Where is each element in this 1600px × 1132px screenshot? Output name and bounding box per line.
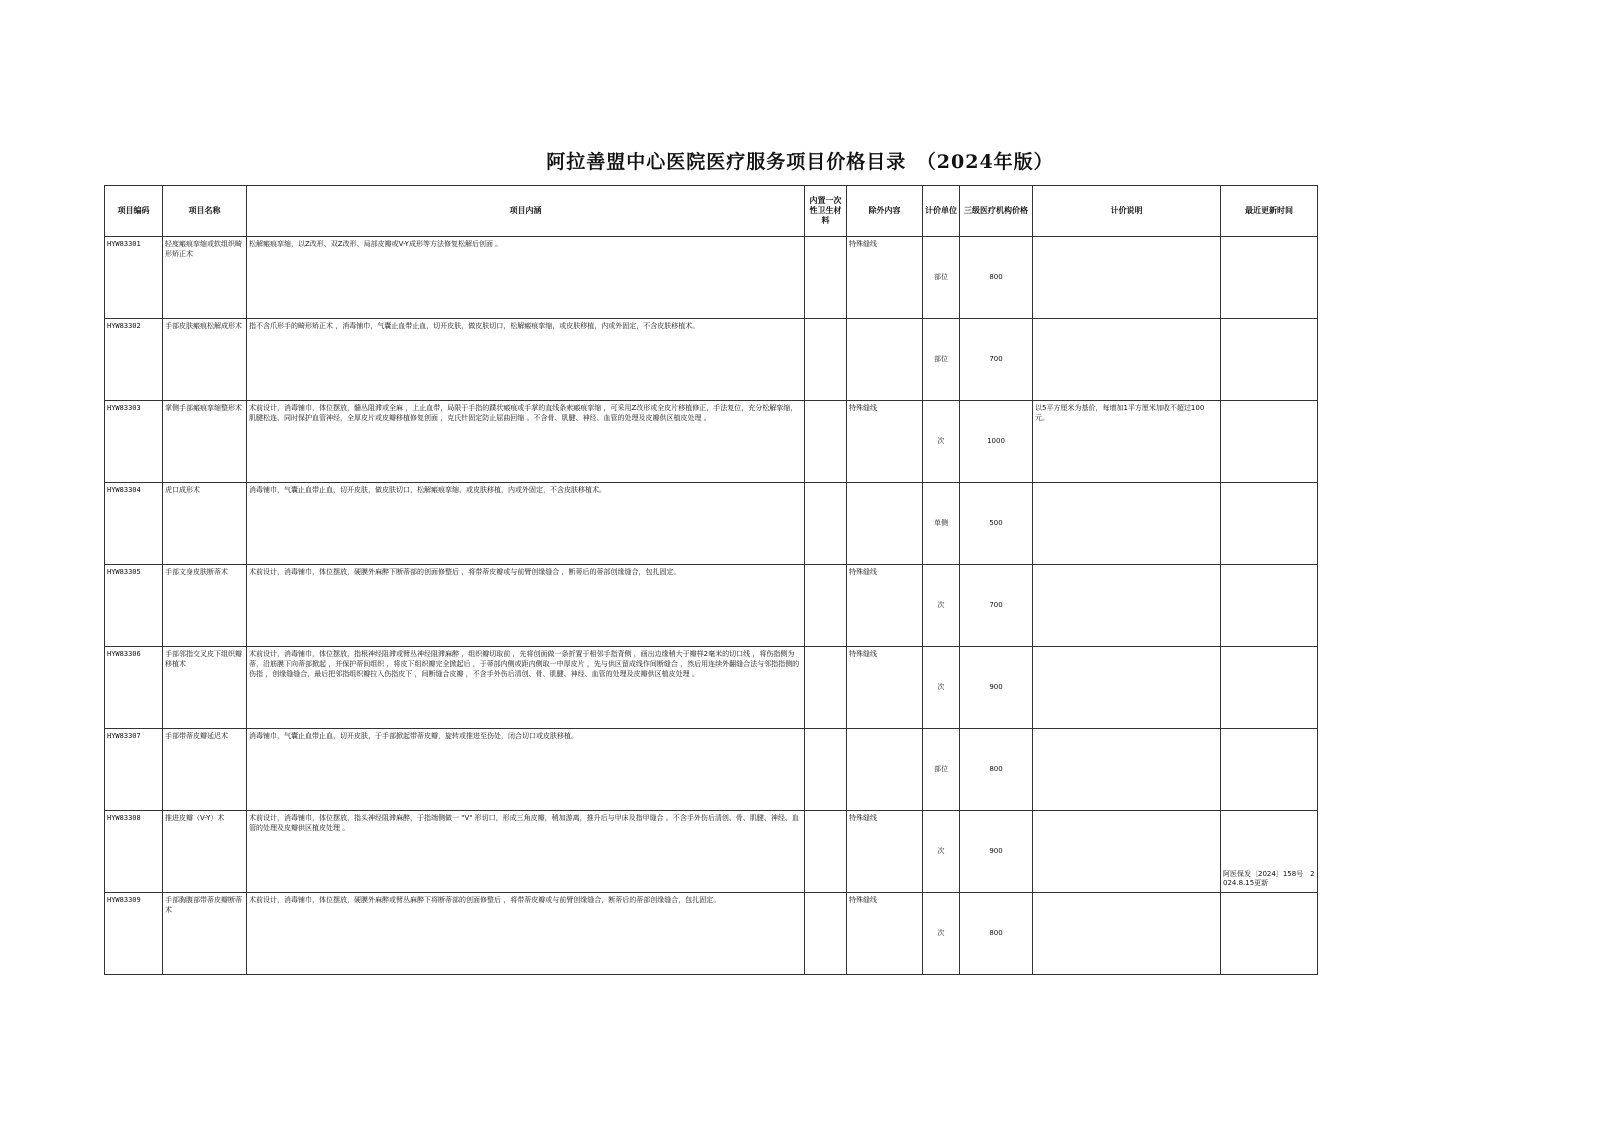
cell-material xyxy=(805,401,847,483)
cell-name: 虎口成形术 xyxy=(163,483,247,565)
cell-updated xyxy=(1221,319,1318,401)
cell-code: HYW83304 xyxy=(105,483,163,565)
cell-content: 消毒铺巾，气囊止血带止血，切开皮肤，于手部掀起带蒂皮瓣，旋转或推进至伤处，闭合切口或皮肤移植。 xyxy=(247,729,805,811)
cell-price: 700 xyxy=(960,319,1033,401)
cell-code: HYW83307 xyxy=(105,729,163,811)
cell-exclude: 特殊缝线 xyxy=(847,401,923,483)
cell-content: 术前设计，消毒铺巾，体位摆放，指根神经阻滞或臂丛神经阻滞麻醉 ，组织瓣切取前 ，先将创面做一条折置于相邻手指背侧 ，画出边缘稍大于瓣样2毫米的切口线 ，将伤指侧为蒂，沿筋膜下向蒂部掀起 ，并保护蒂间组织 ，将皮下组织瓣完全掀起后 ，于蒂部内侧或距内侧取一中厚皮片 ，先与供区留成线作间断缝合 ，然后用连续外翻缝合法与邻指指侧的伤指 ，创缘缝缝合，最后把邻指组织瓣拉入伤指皮下 ，间断缝合皮瓣 ，不含手外伤后清创、骨、肌腱、神经、血管的处理及皮瓣供区植皮处理 。 xyxy=(247,647,805,729)
cell-updated-wrap xyxy=(1221,811,1318,893)
cell-exclude: 特殊缝线 xyxy=(847,237,923,319)
cell-exclude xyxy=(847,729,923,811)
cell-unit: 部位 xyxy=(923,319,960,401)
header-exclude: 除外内容 xyxy=(847,186,923,237)
cell-updated: 阿医保发〔2024〕158号 2024.8.15更新 xyxy=(1223,869,1315,887)
cell-exclude: 特殊缝线 xyxy=(847,811,923,893)
cell-content: 松解瘢痕挛缩，以Z改形、双Z改形、局部皮瓣或V-Y成形等方法修复松解后创面 。 xyxy=(247,237,805,319)
cell-exclude xyxy=(847,319,923,401)
header-unit: 计价单位 xyxy=(923,186,960,237)
cell-note xyxy=(1033,893,1221,975)
cell-content: 指不含爪形手的畸形矫正术 ，消毒铺巾，气囊止血带止血，切开皮肤，做皮肤切口，松解瘢痕挛缩，或皮肤移植，内或外固定，不含皮肤移植术。 xyxy=(247,319,805,401)
cell-updated xyxy=(1221,483,1318,565)
cell-code: HYW83306 xyxy=(105,647,163,729)
cell-note xyxy=(1033,811,1221,893)
cell-unit: 部位 xyxy=(923,237,960,319)
page-title: 阿拉善盟中心医院医疗服务项目价格目录 （2024年版） xyxy=(546,151,1054,173)
cell-note xyxy=(1033,729,1221,811)
price-table xyxy=(104,185,1318,975)
cell-name: 推进皮瓣（V-Y）术 xyxy=(163,811,247,893)
table-row xyxy=(105,401,1318,483)
cell-unit: 单侧 xyxy=(923,483,960,565)
table-row xyxy=(105,811,1318,893)
cell-content: 术前设计，消毒铺巾，体位摆放，硬膜外麻醉或臂丛麻醉下将断蒂部的创面修整后 ，将带蒂皮瓣或与前臂创缘缝合，断蒂后的蒂部创缘缝合，包扎固定。 xyxy=(247,893,805,975)
cell-unit: 次 xyxy=(923,811,960,893)
cell-code: HYW83309 xyxy=(105,893,163,975)
cell-material xyxy=(805,319,847,401)
table-row xyxy=(105,483,1318,565)
cell-unit: 次 xyxy=(923,401,960,483)
cell-code: HYW83308 xyxy=(105,811,163,893)
cell-material xyxy=(805,483,847,565)
cell-name: 手部胸腹部带蒂皮瓣断蒂术 xyxy=(163,893,247,975)
cell-unit: 部位 xyxy=(923,729,960,811)
cell-exclude: 特殊缝线 xyxy=(847,893,923,975)
cell-content: 术前设计，消毒铺巾，体位摆放，髓丛阻滞或全麻 ，上止血带，局限于手指的蹼状瘢痕或手掌的直线条索瘢痕挛缩 ，可采用Z改形或全皮片移植修正，手法复位，充分松解挛缩，肌腱松连，同时保护血管神经，全厚皮片或皮瓣移植修复创面 ，克氏针固定防止屈曲回缩 。不含骨、肌腱、神经、血管的处理及皮瓣供区植皮处理 。 xyxy=(247,401,805,483)
cell-price: 900 xyxy=(960,811,1033,893)
header-code: 项目编码 xyxy=(105,186,163,237)
cell-updated xyxy=(1221,893,1318,975)
cell-name: 手部邻指交叉皮下组织瓣移植术 xyxy=(163,647,247,729)
cell-code: HYW83303 xyxy=(105,401,163,483)
update-note-container xyxy=(1223,811,1315,888)
cell-material xyxy=(805,811,847,893)
cell-note: 以5平方厘米为基价，每增加1平方厘米加收不超过100元。 xyxy=(1033,401,1221,483)
cell-exclude xyxy=(847,483,923,565)
cell-material xyxy=(805,729,847,811)
cell-note xyxy=(1033,647,1221,729)
cell-unit: 次 xyxy=(923,647,960,729)
header-updated: 最近更新时间 xyxy=(1221,186,1318,237)
cell-price: 800 xyxy=(960,237,1033,319)
cell-updated xyxy=(1221,647,1318,729)
cell-name: 掌侧手部瘢痕挛缩整形术 xyxy=(163,401,247,483)
table-row xyxy=(105,565,1318,647)
header-name: 项目名称 xyxy=(163,186,247,237)
cell-note xyxy=(1033,237,1221,319)
cell-material xyxy=(805,237,847,319)
cell-exclude: 特殊缝线 xyxy=(847,565,923,647)
cell-name: 手部带蒂皮瓣延迟术 xyxy=(163,729,247,811)
header-material: 内置一次性卫生材料 xyxy=(805,186,847,237)
header-content: 项目内涵 xyxy=(247,186,805,237)
header-note: 计价说明 xyxy=(1033,186,1221,237)
cell-price: 800 xyxy=(960,893,1033,975)
table-row xyxy=(105,319,1318,401)
cell-unit: 次 xyxy=(923,565,960,647)
header-price: 三级医疗机构价格 xyxy=(960,186,1033,237)
cell-updated xyxy=(1221,401,1318,483)
table-row xyxy=(105,237,1318,319)
cell-name: 手部文身皮肤断蒂术 xyxy=(163,565,247,647)
cell-material xyxy=(805,565,847,647)
cell-price: 500 xyxy=(960,483,1033,565)
cell-name: 轻度瘢痕挛缩或软组织畸形矫正术 xyxy=(163,237,247,319)
cell-price: 800 xyxy=(960,729,1033,811)
table-row xyxy=(105,893,1318,975)
table-header-row xyxy=(105,186,1318,237)
cell-updated xyxy=(1221,237,1318,319)
cell-unit: 次 xyxy=(923,893,960,975)
cell-content: 术前设计，消毒铺巾，体位摆放，硬膜外麻醉下断蒂部的创面修整后 ，将带蒂皮瓣或与前臂创缘缝合 ，断蒂后的蒂部创缘缝合，包扎固定。 xyxy=(247,565,805,647)
cell-name: 手部皮肤瘢痕松解成形术 xyxy=(163,319,247,401)
cell-content: 术前设计，消毒铺巾，体位摆放，指头神经阻滞麻醉，于指端侧做一 "V" 形切口，形成三角皮瓣，稍加游离，推升后与甲床及指甲缝合 。不含手外伤后清创、骨、肌腱、神经、血管的处理及皮瓣供区植皮处理 。 xyxy=(247,811,805,893)
cell-updated xyxy=(1221,729,1318,811)
cell-material xyxy=(805,647,847,729)
cell-code: HYW83305 xyxy=(105,565,163,647)
cell-price: 1000 xyxy=(960,401,1033,483)
cell-updated xyxy=(1221,565,1318,647)
table-row xyxy=(105,729,1318,811)
cell-code: HYW83302 xyxy=(105,319,163,401)
cell-note xyxy=(1033,565,1221,647)
cell-material xyxy=(805,893,847,975)
cell-content: 消毒铺巾，气囊止血带止血，切开皮肤，做皮肤切口，松解瘢痕挛缩，或皮肤移植，内或外固定，不含皮肤移植术。 xyxy=(247,483,805,565)
cell-exclude: 特殊缝线 xyxy=(847,647,923,729)
cell-code: HYW83301 xyxy=(105,237,163,319)
table-row xyxy=(105,647,1318,729)
cell-price: 900 xyxy=(960,647,1033,729)
cell-price: 700 xyxy=(960,565,1033,647)
cell-note xyxy=(1033,319,1221,401)
cell-note xyxy=(1033,483,1221,565)
